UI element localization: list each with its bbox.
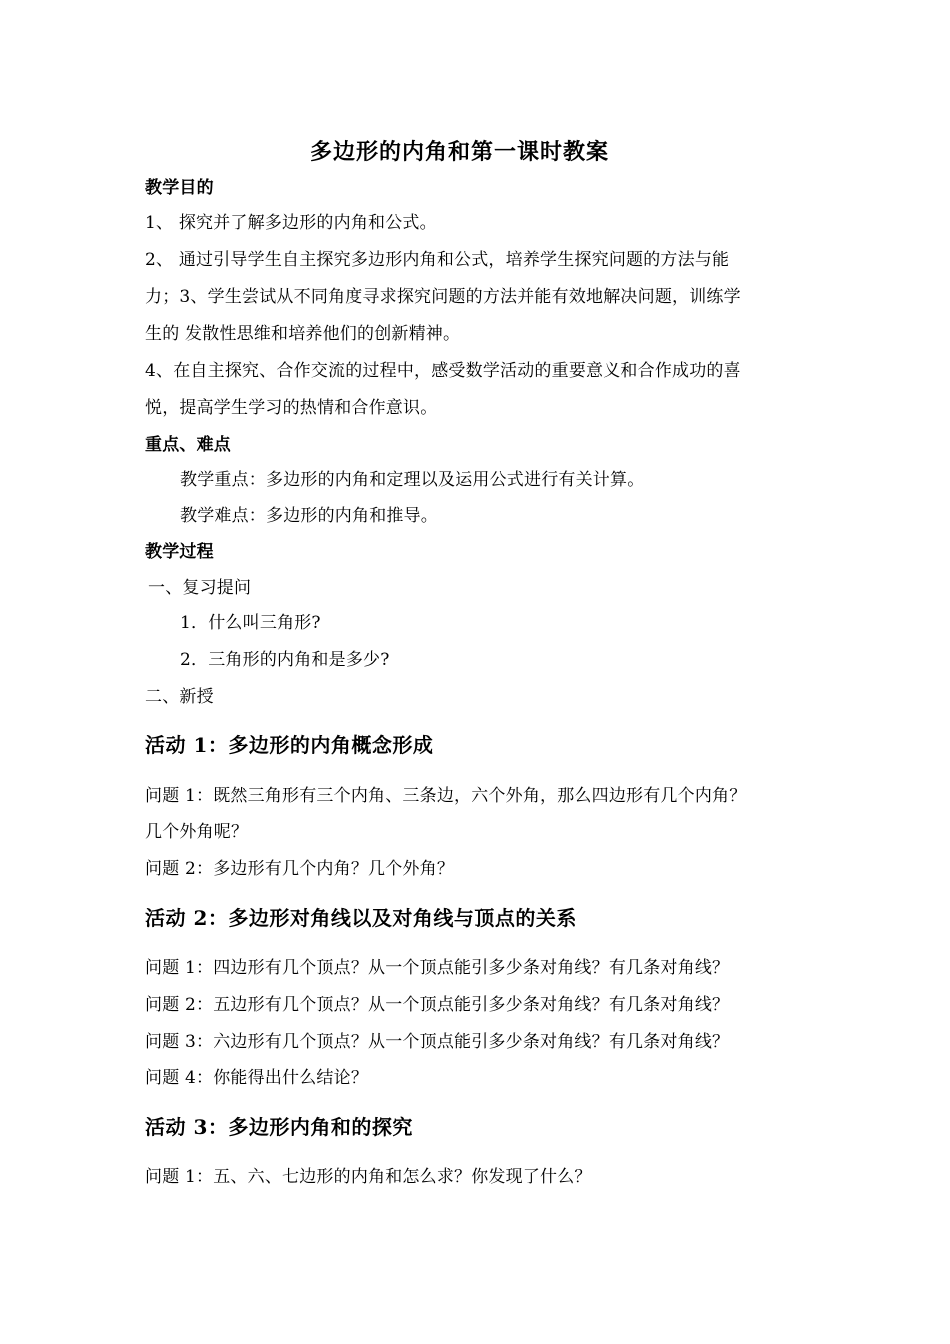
key-points-heading: 重点、难点 [145,435,231,455]
activity-question: 问题 2：多边形有几个内角？几个外角？ [145,859,455,879]
review-heading: 一、复习提问 [148,578,252,598]
activity-question: 问题 3：六边形有几个顶点？从一个顶点能引多少条对角线？有几条对角线？ [145,1032,730,1052]
objective-line: 生的 发散性思维和培养他们的创新精神。 [145,324,461,344]
activity-title: 活动 1：多边形的内角概念形成 [145,733,434,757]
document-title: 多边形的内角和第一课时教案 [310,139,610,165]
process-heading: 教学过程 [145,542,214,562]
activity-question: 问题 1：五、六、七边形的内角和怎么求？你发现了什么？ [145,1167,592,1187]
review-item: 1．什么叫三角形? [180,613,321,633]
review-item: 2．三角形的内角和是多少? [180,650,390,670]
activity-question: 问题 1：既然三角形有三个内角、三条边，六个外角，那么四边形有几个内角？ [145,786,747,806]
objective-line: 2、 通过引导学生自主探究多边形内角和公式，培养学生探究问题的方法与能 [145,250,730,270]
objective-line: 悦，提高学生学习的热情和合作意识。 [145,398,438,418]
objective-line: 4、在自主探究、合作交流的过程中，感受数学活动的重要意义和合作成功的喜 [145,361,741,381]
activity-question: 问题 4：你能得出什么结论？ [145,1068,369,1088]
activity-title: 活动 3：多边形内角和的探究 [145,1115,413,1139]
activity-question: 问题 2：五边形有几个顶点？从一个顶点能引多少条对角线？有几条对角线？ [145,995,730,1015]
activity-question: 问题 1：四边形有几个顶点？从一个顶点能引多少条对角线？有几条对角线？ [145,958,730,978]
activity-question: 几个外角呢？ [145,822,249,842]
key-focus-line: 教学重点：多边形的内角和定理以及运用公式进行有关计算。 [180,470,645,490]
key-difficulty-line: 教学难点：多边形的内角和推导。 [180,506,438,526]
new-lesson-heading: 二、新授 [145,687,214,707]
objective-line: 1、 探究并了解多边形的内角和公式。 [145,213,437,233]
activity-title: 活动 2：多边形对角线以及对角线与顶点的关系 [145,906,577,930]
objective-line: 力；3、学生尝试从不同角度寻求探究问题的方法并能有效地解决问题，训练学 [145,287,741,307]
objectives-heading: 教学目的 [145,178,214,198]
